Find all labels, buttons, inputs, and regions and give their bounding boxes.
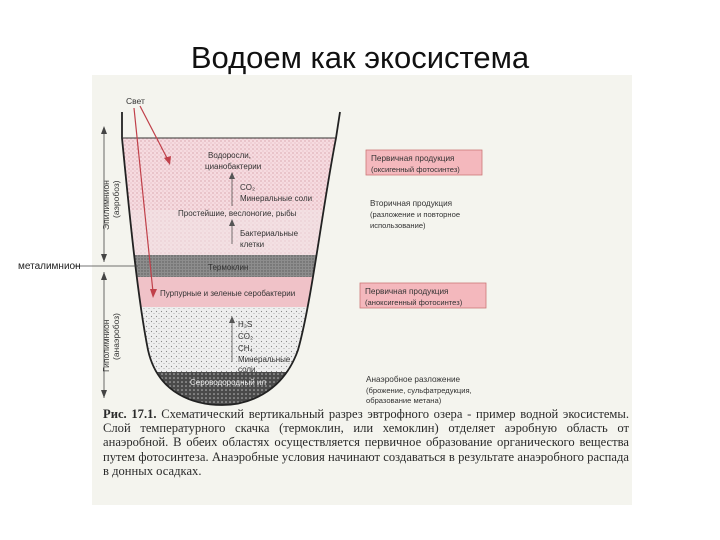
ch4-label: CH₄: [238, 344, 253, 353]
algae-label-2: цианобактерии: [205, 162, 262, 171]
secondary-label-3: использование): [370, 221, 426, 230]
epilimnion-sub-label: (аэробоз): [111, 180, 121, 218]
epilimnion-label: Эпилимнион: [101, 180, 111, 230]
secondary-label-1: Вторичная продукция: [370, 199, 453, 208]
secondary-label-2: (разложение и повторное: [370, 210, 461, 219]
hypolimnion-sub-label: (анаэробоз): [111, 313, 121, 360]
primary-top-label-2: (оксигенный фотосинтез): [371, 165, 460, 174]
caption-text: Схематический вертикальный разрез эвтрофного озера - пример водной экосистемы. Слой температурного скачка (термоклин, или хемоклин) отделяет аэробную область от анаэробной. В обеих областях осуществляется первичное образование органического вещества путем фотосинтеза. Анаэробные условия начинают создаваться в результате анаэробного распада в донных осадках.: [103, 407, 630, 478]
algae-label-1: Водоросли,: [208, 151, 251, 160]
protozoa-label: Простейшие, веслоногие, рыбы: [178, 209, 297, 218]
bacteria-label-2: клетки: [240, 240, 265, 249]
light-label: Свет: [126, 96, 145, 106]
bacteria-label-1: Бактериальные: [240, 229, 299, 238]
co2-top-label: CO₂: [240, 183, 256, 192]
hypolimnion-label: Гиполимнион: [101, 319, 111, 372]
thermocline-label: Термоклин: [208, 263, 249, 272]
page-title: Водоем как экосистема: [190, 40, 530, 75]
minerals-bottom-label-1: Минеральные: [238, 355, 291, 364]
sediment-label: Сероводородный ил: [190, 378, 267, 387]
minerals-top-label: Минеральные соли: [240, 194, 313, 203]
anaerobic-label-1: Анаэробное разложение: [366, 375, 461, 384]
anaerobic-label-2: (брожение, сульфатредукция,: [366, 386, 472, 395]
co2-bottom-label: CO₂: [238, 332, 254, 341]
primary-top-label-1: Первичная продукция: [371, 154, 455, 163]
figure-caption: [103, 407, 629, 478]
minerals-bottom-label-2: соли: [238, 365, 256, 374]
anaerobic-label-3: образование метана): [366, 396, 442, 405]
h2s-label: H₂S: [238, 320, 253, 329]
metalimnion-label: металимнион: [18, 261, 81, 272]
primary-bottom-label-2: (аноксигенный фотосинтез): [365, 298, 463, 307]
caption-label: Рис. 17.1.: [103, 407, 157, 421]
primary-bottom-label-1: Первичная продукция: [365, 287, 449, 296]
sulfur-bacteria-label: Пурпурные и зеленые серобактерии: [160, 289, 296, 298]
